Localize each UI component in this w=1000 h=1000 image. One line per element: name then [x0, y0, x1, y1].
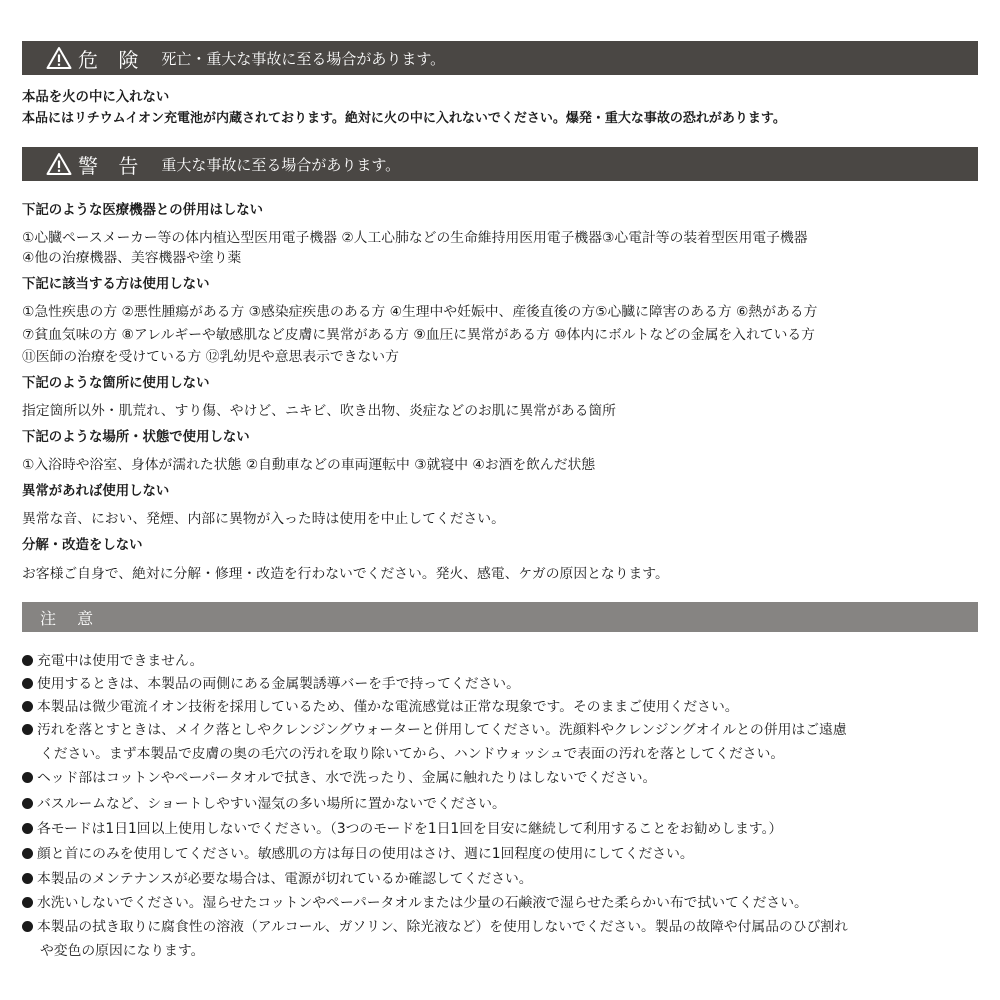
warning-heading-conditions: 下記のような場所・状態で使用しない [22, 430, 250, 445]
warning-heading-persons: 下記に該当する方は使用しない [22, 277, 210, 292]
warning-text-line: お客様ご自身で、絶対に分解・修理・改造を行わないでください。発火、感電、ケガの原因となります。 [22, 566, 669, 582]
warning-text-line: 異常な音、におい、発煙、内部に異物が入った時は使用を中止してください。 [22, 511, 505, 527]
danger-subtitle: 死亡・重大な事故に至る場合があります。 [161, 49, 446, 68]
caution-list-item: ヘッド部はコットンやペーパータオルで拭き、水で洗ったり、金属に触れたりはしないでください。 [22, 769, 656, 787]
caution-list-item-continuation: ください。まず本製品で皮膚の奥の毛穴の汚れを取り除いてから、ハンドウォッシュで表面の汚れを落としてください。 [40, 746, 785, 762]
bullet-icon [22, 678, 33, 689]
danger-heading: 本品を火の中に入れない [22, 90, 170, 105]
caution-list-item: 充電中は使用できません。 [22, 652, 203, 670]
caution-list-item: 顔と首にのみを使用してください。敏感肌の方は毎日の使用はさけ、週に1回程度の使用にしてください。 [22, 845, 694, 863]
caution-list-item: 各モードは1日1回以上使用しないでください。（3つのモードを1日1回を目安に継続して利用することをお勧めします。） [22, 820, 782, 838]
bullet-icon [22, 873, 33, 884]
caution-list-item: 汚れを落とすときは、メイク落としやクレンジングウォーターと併用してください。洗顔料やクレンジングオイルとの併用はご遠慮 [22, 721, 847, 739]
warning-text-line: ⑪医師の治療を受けている方 ⑫乳幼児や意思表示できない方 [22, 349, 399, 365]
bullet-icon [22, 724, 33, 735]
bullet-icon [22, 798, 33, 809]
danger-header-bar [22, 41, 978, 75]
bullet-icon [22, 701, 33, 712]
caution-list-item: 使用するときは、本製品の両側にある金属製誘導バーを手で持ってください。 [22, 675, 520, 693]
warning-text-line: ①心臓ペースメーカー等の体内植込型医用電子機器 ②人工心肺などの生命維持用医用電子機器③心電計等の装着型医用電子機器 [22, 230, 808, 246]
caution-list-item: 水洗いしないでください。湿らせたコットンやペーパータオルまたは少量の石鹸液で湿らせた柔らかい布で拭いてください。 [22, 894, 808, 912]
danger-body: 本品にはリチウムイオン充電池が内蔵されております。絶対に火の中に入れないでください。爆発・重大な事故の恐れがあります。 [22, 111, 786, 126]
warning-text-line: ①急性疾患の方 ②悪性腫瘍がある方 ③感染症疾患のある方 ④生理中や妊娠中、産後直後の方⑤心臓に障害のある方 ⑥熱がある方 [22, 304, 818, 320]
bullet-icon [22, 897, 33, 908]
bullet-icon [22, 772, 33, 783]
warning-text-line: ①入浴時や浴室、身体が濡れた状態 ②自動車などの車両運転中 ③就寝中 ④お酒を飲んだ状態 [22, 457, 596, 473]
caution-list-item: 本製品の拭き取りに腐食性の溶液（アルコール、ガソリン、除光液など）を使用しないでください。製品の故障や付属品のひび割れ [22, 918, 848, 936]
warning-label: 警 告 [78, 153, 146, 178]
bullet-icon [22, 823, 33, 834]
warning-heading-areas: 下記のような箇所に使用しない [22, 376, 210, 391]
caution-header-bar [22, 602, 978, 632]
warning-triangle-icon [46, 46, 72, 70]
warning-subtitle: 重大な事故に至る場合があります。 [161, 155, 401, 174]
danger-label: 危 険 [78, 47, 146, 72]
warning-text-line: 指定箇所以外・肌荒れ、すり傷、やけど、ニキビ、吹き出物、炎症などのお肌に異常がある箇所 [22, 403, 616, 419]
bullet-icon [22, 848, 33, 859]
warning-heading-medical: 下記のような医療機器との併用はしない [22, 203, 264, 218]
caution-list-item: 本製品のメンテナンスが必要な場合は、電源が切れているか確認してください。 [22, 870, 533, 888]
bullet-icon [22, 921, 33, 932]
bullet-icon [22, 655, 33, 666]
caution-list-item: 本製品は微少電流イオン技術を採用しているため、僅かな電流感覚は正常な現象です。そのままご使用ください。 [22, 698, 739, 716]
caution-list-item: バスルームなど、ショートしやすい湿気の多い場所に置かないでください。 [22, 795, 506, 813]
warning-text-line: ④他の治療機器、美容機器や塗り薬 [22, 250, 242, 266]
warning-header-bar [22, 147, 978, 181]
warning-heading-abnormal: 異常があれば使用しない [22, 484, 170, 499]
warning-heading-disassembly: 分解・改造をしない [22, 538, 143, 553]
warning-text-line: ⑦貧血気味の方 ⑧アレルギーや敏感肌など皮膚に異常がある方 ⑨血圧に異常がある方 ⑩体内にボルトなどの金属を入れている方 [22, 327, 815, 343]
caution-label: 注 意 [40, 608, 102, 628]
warning-triangle-icon [46, 152, 72, 176]
caution-list-item-continuation: や変色の原因になります。 [40, 943, 205, 959]
